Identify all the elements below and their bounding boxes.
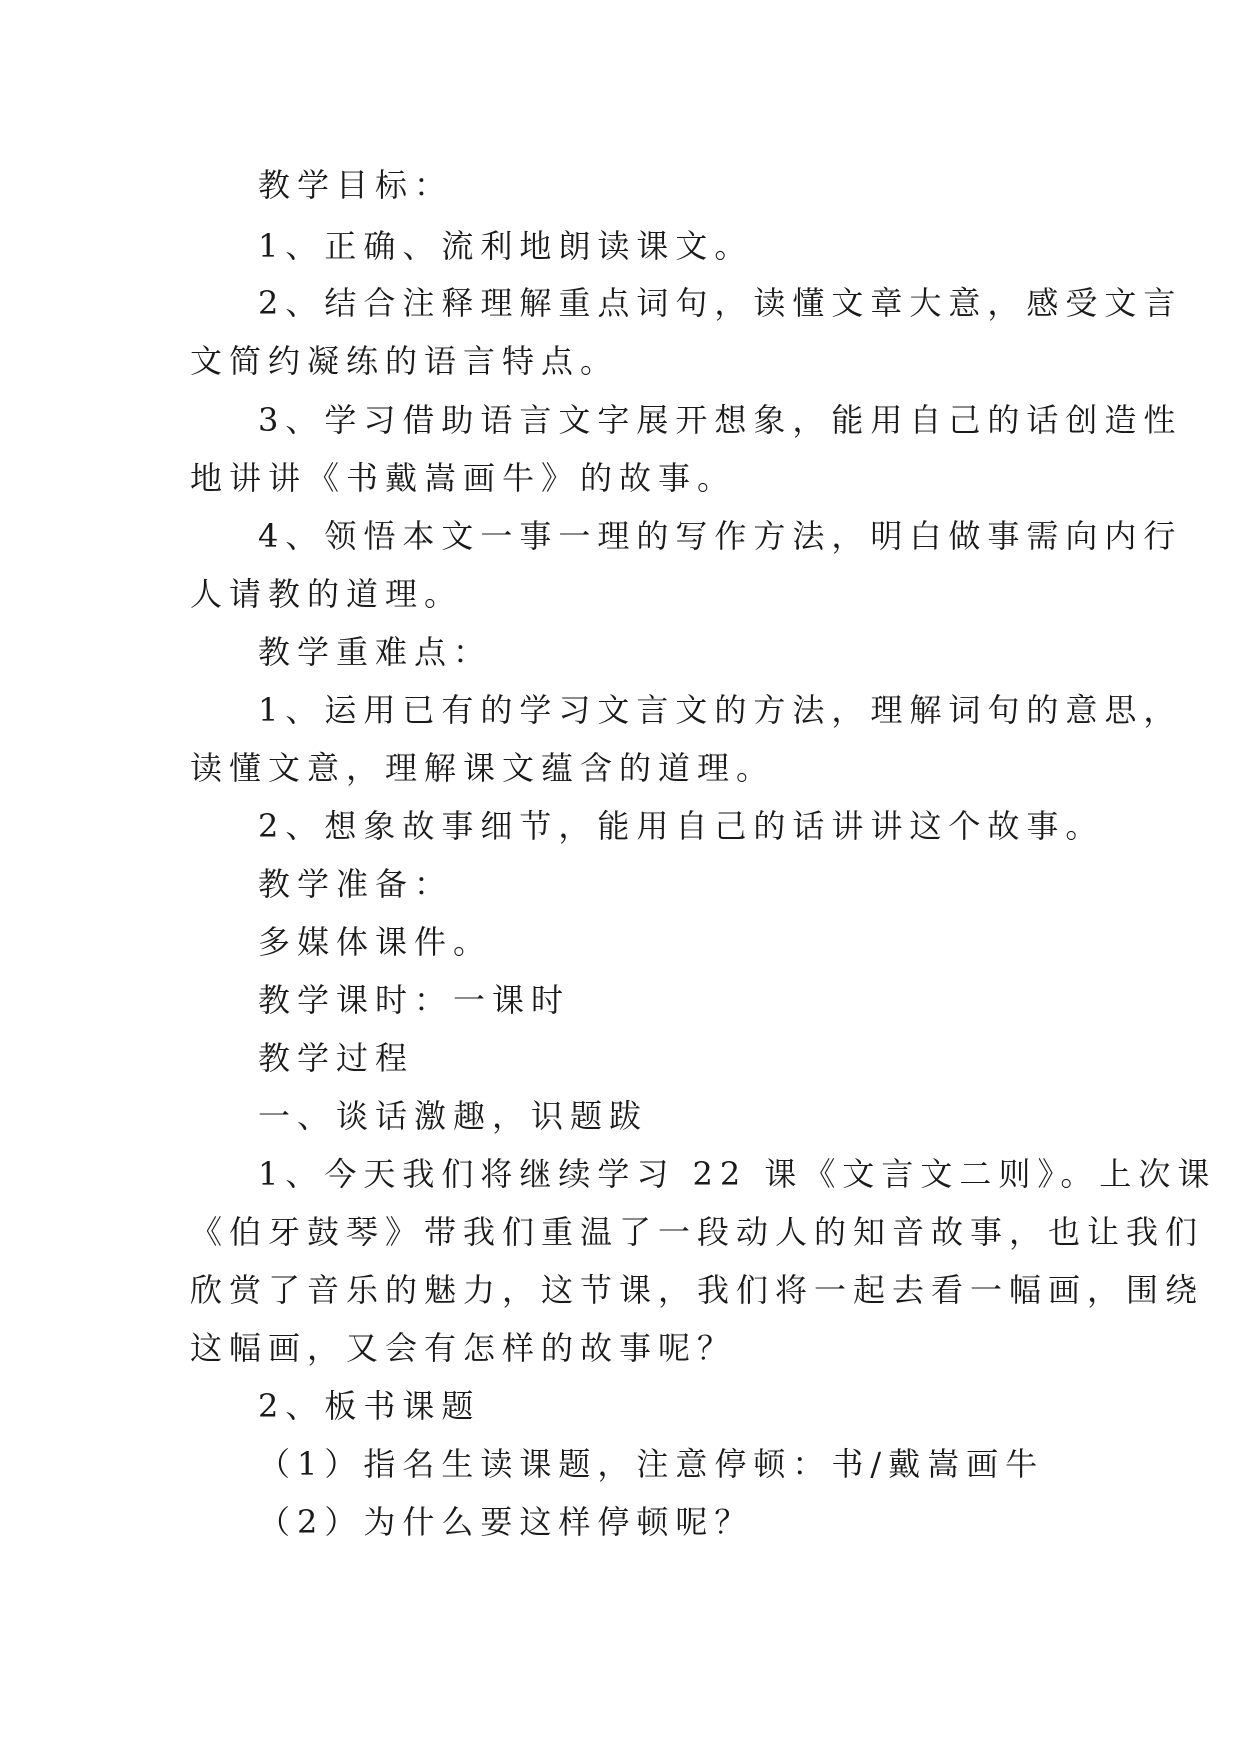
step-2-sub-2: （2）为什么要这样停顿呢？ <box>258 1503 754 1541</box>
step-1-line-4: 这幅画，又会有怎样的故事呢？ <box>190 1329 737 1367</box>
goal-2-line-2: 文简约凝练的语言特点。 <box>190 342 620 380</box>
step-2: 2、板书课题 <box>258 1387 481 1425</box>
goal-3-line-2: 地讲讲《书戴嵩画牛》的故事。 <box>190 459 737 497</box>
step-1-line-1: 1、今天我们将继续学习 22 课《文言文二则》。上次课 <box>258 1155 1217 1193</box>
preparation-item: 多媒体课件。 <box>258 923 493 961</box>
goal-3-line-1: 3、学习借助语言文字展开想象，能用自己的话创造性 <box>258 401 1183 439</box>
difficulty-1-line-1: 1、运用已有的学习文言文的方法，理解词句的意思， <box>258 691 1183 729</box>
goal-2-line-1: 2、结合注释理解重点词句，读懂文章大意，感受文言 <box>258 284 1183 322</box>
heading-teaching-goals: 教学目标： <box>258 166 454 204</box>
heading-key-difficulties: 教学重难点： <box>258 633 493 671</box>
difficulty-1-line-2: 读懂文意，理解课文蕴含的道理。 <box>190 749 776 787</box>
step-1-line-2: 《伯牙鼓琴》带我们重温了一段动人的知音故事，也让我们 <box>190 1213 1205 1251</box>
difficulty-2: 2、想象故事细节，能用自己的话讲讲这个故事。 <box>258 807 1105 845</box>
heading-preparation: 教学准备： <box>258 865 454 903</box>
goal-4-line-1: 4、领悟本文一事一理的写作方法，明白做事需向内行 <box>258 517 1183 555</box>
section-one-heading: 一、谈话激趣，识题跋 <box>258 1097 649 1135</box>
heading-teaching-process: 教学过程 <box>258 1039 415 1077</box>
step-1-line-3: 欣赏了音乐的魅力，这节课，我们将一起去看一幅画，围绕 <box>190 1271 1205 1309</box>
teaching-hours: 教学课时：一课时 <box>258 981 571 1019</box>
step-2-sub-1: （1）指名生读课题，注意停顿：书/戴嵩画牛 <box>258 1445 1045 1483</box>
goal-1: 1、正确、流利地朗读课文。 <box>258 227 754 265</box>
goal-4-line-2: 人请教的道理。 <box>190 575 464 613</box>
